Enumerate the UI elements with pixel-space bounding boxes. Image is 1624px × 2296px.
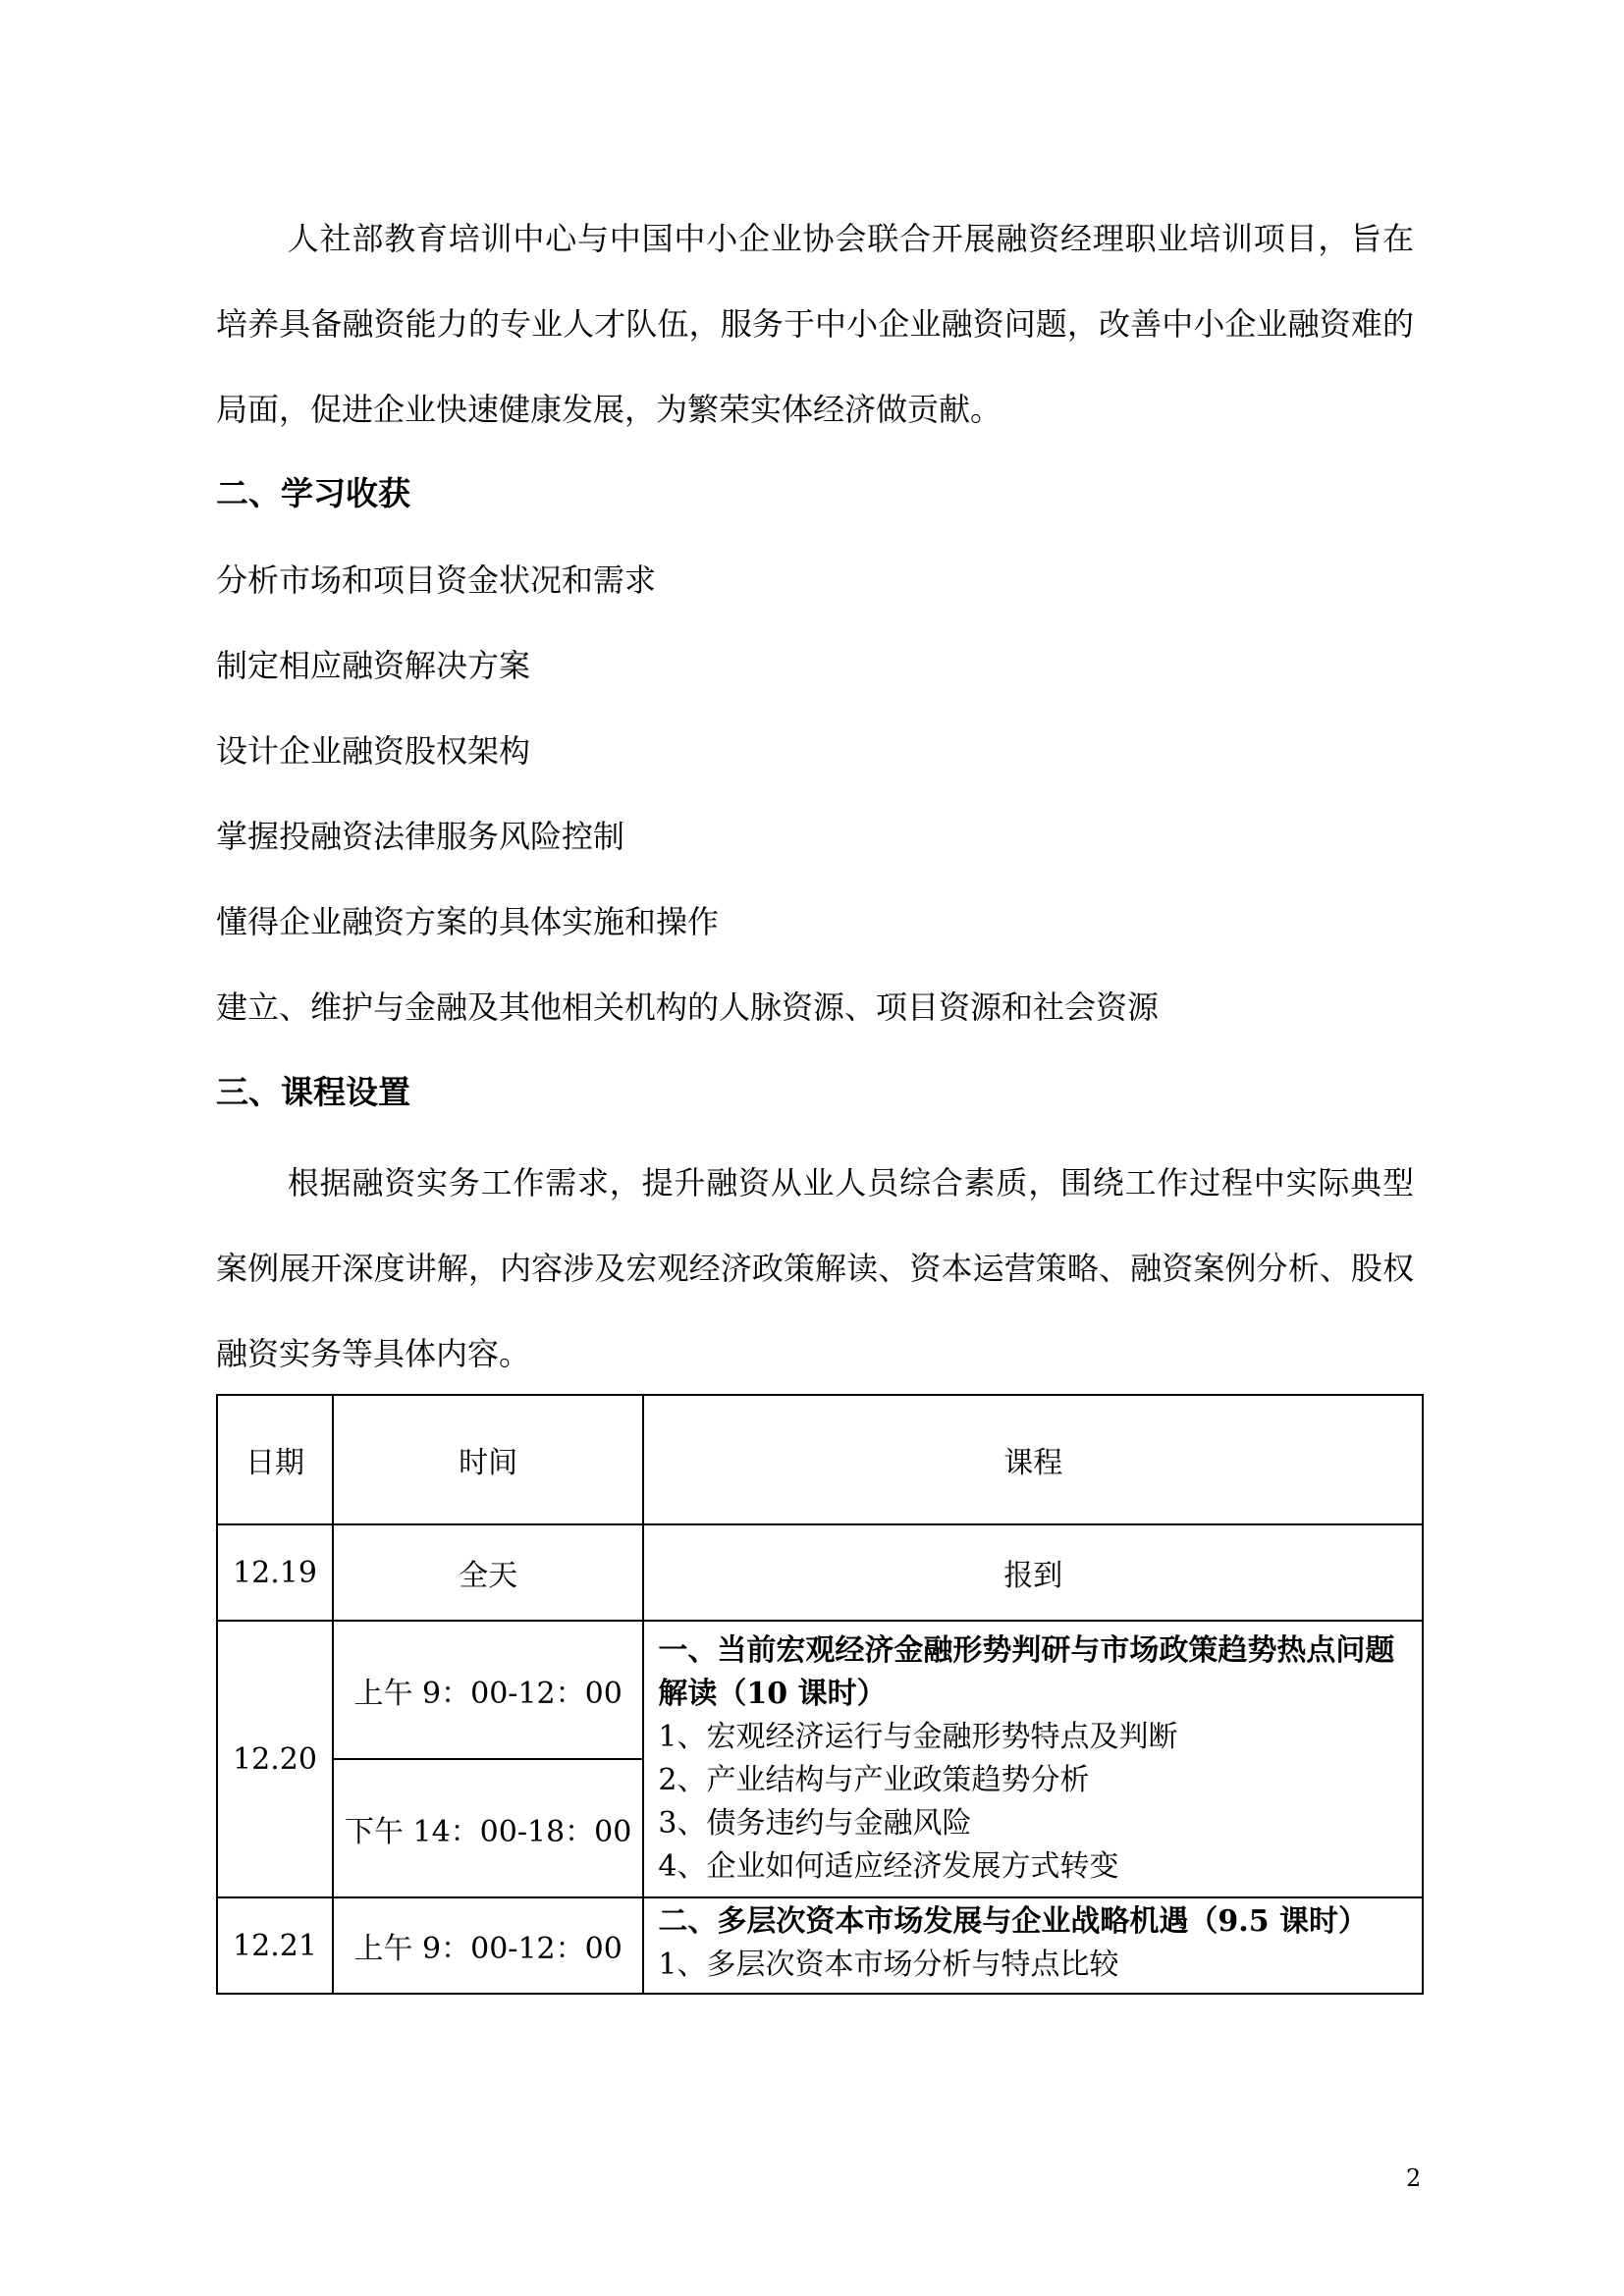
course-module-title: 二、多层次资本市场发展与企业战略机遇（9.5 课时） (658, 1904, 1369, 1939)
course-topic: 4、企业如何适应经济发展方式转变 (658, 1849, 1119, 1884)
row-course: 报到 (643, 1524, 1423, 1621)
row-date: 12.21 (217, 1897, 333, 1994)
course-topic: 1、多层次资本市场分析与特点比较 (658, 1948, 1119, 1982)
header-course: 课程 (643, 1395, 1423, 1524)
intro-text: 人社部教育培训中心与中国中小企业协会联合开展融资经理职业培训项目，旨在培养具备融资能力的专业人才队伍，服务于中小企业融资问题，改善中小企业融资难的局面，促进企业快速健康发展，为繁荣实体经济做贡献。 (216, 220, 1414, 428)
learning-outcome-item: 掌握投融资法律服务风险控制 (216, 818, 625, 855)
course-topic: 1、宏观经济运行与金融形势特点及判断 (658, 1720, 1178, 1754)
course-topic: 3、债务违约与金融风险 (658, 1806, 972, 1841)
curriculum-text: 根据融资实务工作需求，提升融资从业人员综合素质，围绕工作过程中实际典型案例展开深度讲解，内容涉及宏观经济政策解读、资本运营策略、融资案例分析、股权融资实务等具体内容。 (216, 1164, 1414, 1372)
table-row (217, 1621, 1423, 1759)
learning-outcome-item: 分析市场和项目资金状况和需求 (216, 561, 657, 599)
row-course (643, 1897, 1423, 1994)
table-row (217, 1897, 1423, 1994)
learning-outcome-item: 懂得企业融资方案的具体实施和操作 (216, 903, 720, 940)
row-date: 12.20 (217, 1621, 333, 1897)
course-topic: 2、产业结构与产业政策趋势分析 (658, 1763, 1090, 1797)
row-time: 上午 9：00-12：00 (333, 1897, 643, 1994)
table-row (217, 1524, 1423, 1621)
learning-outcome-item: 建立、维护与金融及其他相关机构的人脉资源、项目资源和社会资源 (216, 988, 1160, 1026)
learning-outcome-item: 设计企业融资股权架构 (216, 732, 531, 770)
page-number: 2 (1406, 2164, 1422, 2192)
learning-outcome-item: 制定相应融资解决方案 (216, 647, 531, 684)
row-time-morning: 上午 9：00-12：00 (333, 1621, 643, 1759)
section-heading-curriculum: 三、课程设置 (216, 1073, 410, 1111)
row-time: 全天 (333, 1524, 643, 1621)
row-time-afternoon: 下午 14：00-18：00 (333, 1759, 643, 1897)
row-course (643, 1621, 1423, 1897)
course-module-title: 一、当前宏观经济金融形势判研与市场政策趋势热点问题解读（10 课时） (658, 1633, 1395, 1711)
header-time: 时间 (333, 1395, 643, 1524)
header-date: 日期 (217, 1395, 333, 1524)
intro-paragraph (216, 196, 1414, 453)
course-schedule-table (216, 1394, 1424, 1995)
curriculum-paragraph (216, 1141, 1414, 1397)
table-header-row (217, 1395, 1423, 1524)
row-date: 12.19 (217, 1524, 333, 1621)
section-heading-learning-outcomes: 二、学习收获 (216, 474, 410, 512)
